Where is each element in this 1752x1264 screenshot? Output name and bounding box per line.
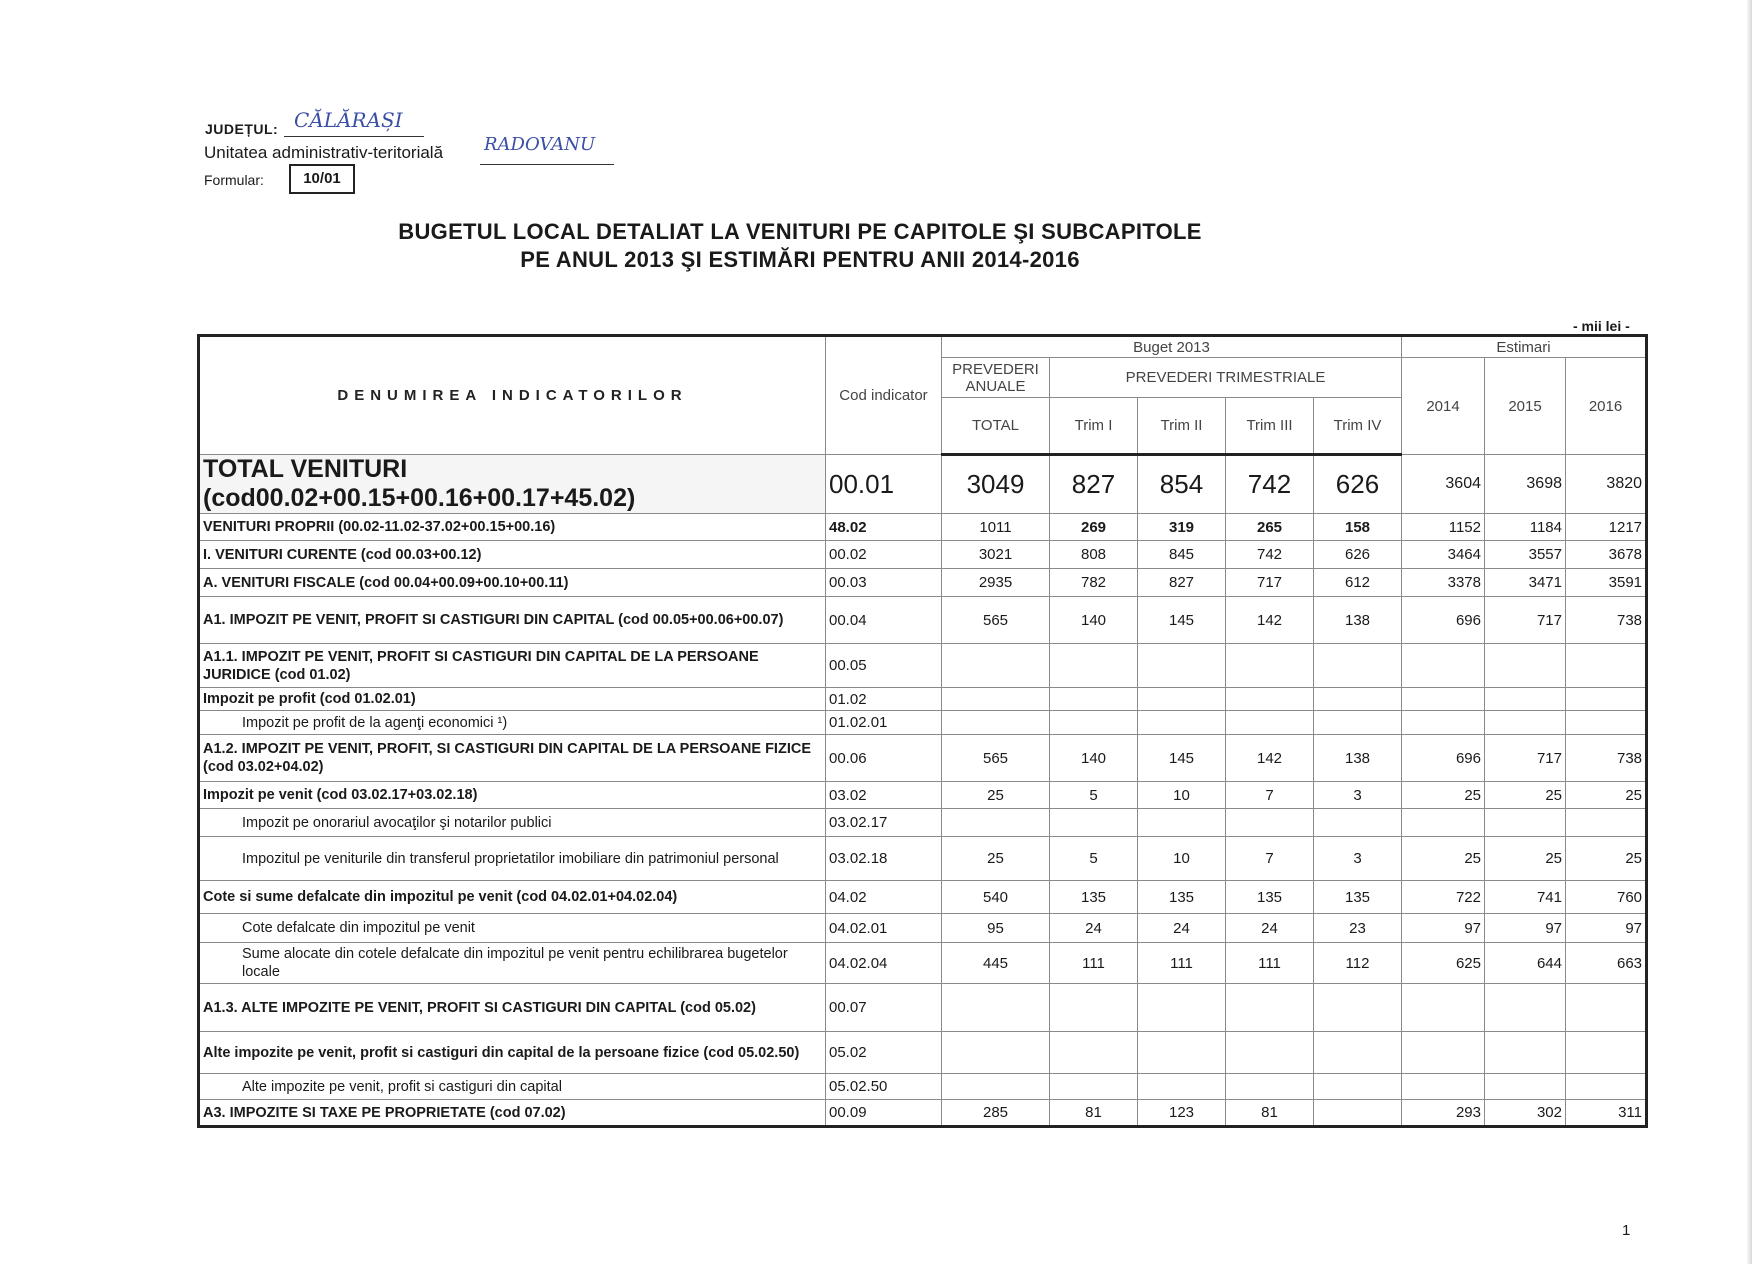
row-2014: 3378 <box>1402 569 1485 597</box>
row-cod: 03.02 <box>826 782 942 809</box>
judet-value: CĂLĂRAȘI <box>294 108 403 132</box>
row-trim-1: 269 <box>1050 514 1138 541</box>
row-2015: 3557 <box>1485 541 1566 569</box>
header-trim-4: Trim IV <box>1314 398 1402 455</box>
row-trim-4: 112 <box>1314 943 1402 984</box>
row-name: A1. IMPOZIT PE VENIT, PROFIT SI CASTIGURI DIN CAPITAL (cod 00.05+00.06+00.07) <box>199 597 826 644</box>
header-2015: 2015 <box>1485 358 1566 455</box>
row-2015: 644 <box>1485 943 1566 984</box>
table-row <box>199 782 1647 809</box>
row-trim-3: 7 <box>1226 782 1314 809</box>
row-cod: 04.02.04 <box>826 943 942 984</box>
uat-label: Unitatea administrativ-teritorială <box>204 143 444 162</box>
row-trim-1: 135 <box>1050 881 1138 914</box>
row-name: A. VENITURI FISCALE (cod 00.04+00.09+00.10+00.11) <box>199 569 826 597</box>
row-2014: 696 <box>1402 597 1485 644</box>
row-trim-4 <box>1314 809 1402 837</box>
table-row <box>199 541 1647 569</box>
row-trim-1: 5 <box>1050 837 1138 881</box>
row-name: VENITURI PROPRII (00.02-11.02-37.02+00.15+00.16) <box>199 514 826 541</box>
row-2016: 25 <box>1566 837 1647 881</box>
row-trim-2: 854 <box>1138 455 1226 514</box>
row-trim-2: 10 <box>1138 782 1226 809</box>
form-label: Formular: <box>204 172 264 188</box>
row-trim-2: 319 <box>1138 514 1226 541</box>
row-trim-3 <box>1226 1074 1314 1100</box>
row-trim-1: 5 <box>1050 782 1138 809</box>
row-name: Alte impozite pe venit, profit si castiguri din capital de la persoane fizice (cod 05.02.50) <box>199 1032 826 1074</box>
header-trim-2: Trim II <box>1138 398 1226 455</box>
row-trim-3: 81 <box>1226 1100 1314 1127</box>
row-2016: 760 <box>1566 881 1647 914</box>
row-trim-3: 265 <box>1226 514 1314 541</box>
row-cod: 00.04 <box>826 597 942 644</box>
row-trim-4 <box>1314 644 1402 688</box>
page-edge <box>1746 0 1752 1264</box>
row-2015: 3698 <box>1485 455 1566 514</box>
row-total: 565 <box>942 735 1050 782</box>
row-trim-3: 742 <box>1226 541 1314 569</box>
table-row <box>199 881 1647 914</box>
row-trim-2: 135 <box>1138 881 1226 914</box>
row-2014 <box>1402 984 1485 1032</box>
row-trim-3 <box>1226 688 1314 711</box>
row-2014: 25 <box>1402 782 1485 809</box>
row-2014: 25 <box>1402 837 1485 881</box>
row-name: Alte impozite pe venit, profit si castiguri din capital <box>199 1074 826 1100</box>
row-total <box>942 1032 1050 1074</box>
row-trim-2: 845 <box>1138 541 1226 569</box>
table-row <box>199 1032 1647 1074</box>
header-total: TOTAL <box>942 398 1050 455</box>
row-2014 <box>1402 1074 1485 1100</box>
row-trim-1 <box>1050 1074 1138 1100</box>
row-2016: 25 <box>1566 782 1647 809</box>
budget-table <box>197 334 1648 1128</box>
row-trim-4 <box>1314 984 1402 1032</box>
row-trim-4: 612 <box>1314 569 1402 597</box>
row-trim-2 <box>1138 809 1226 837</box>
row-name: Cote si sume defalcate din impozitul pe venit (cod 04.02.01+04.02.04) <box>199 881 826 914</box>
row-total: 25 <box>942 782 1050 809</box>
row-trim-3: 142 <box>1226 597 1314 644</box>
table-row <box>199 597 1647 644</box>
row-2016: 738 <box>1566 735 1647 782</box>
row-trim-1 <box>1050 688 1138 711</box>
table-row <box>199 1100 1647 1127</box>
row-2015: 1184 <box>1485 514 1566 541</box>
row-2015 <box>1485 688 1566 711</box>
row-trim-2: 10 <box>1138 837 1226 881</box>
row-2015: 25 <box>1485 837 1566 881</box>
row-total: 540 <box>942 881 1050 914</box>
row-2015: 3471 <box>1485 569 1566 597</box>
row-name: Impozit pe venit (cod 03.02.17+03.02.18) <box>199 782 826 809</box>
row-name: A1.1. IMPOZIT PE VENIT, PROFIT SI CASTIGURI DIN CAPITAL DE LA PERSOANE JURIDICE (cod 01.02) <box>199 644 826 688</box>
row-trim-4: 626 <box>1314 541 1402 569</box>
row-trim-3 <box>1226 711 1314 735</box>
row-trim-1: 827 <box>1050 455 1138 514</box>
row-trim-4: 23 <box>1314 914 1402 943</box>
row-2015 <box>1485 1074 1566 1100</box>
row-trim-3: 7 <box>1226 837 1314 881</box>
header-denumire: DENUMIREA INDICATORILOR <box>199 336 826 455</box>
row-trim-3: 717 <box>1226 569 1314 597</box>
row-trim-4 <box>1314 1100 1402 1127</box>
table-row <box>199 711 1647 735</box>
unit-label: - mii lei - <box>1573 318 1630 334</box>
uat-handwritten-field <box>480 130 614 165</box>
row-cod: 04.02.01 <box>826 914 942 943</box>
row-cod: 00.02 <box>826 541 942 569</box>
row-2015 <box>1485 644 1566 688</box>
row-trim-1: 111 <box>1050 943 1138 984</box>
row-2015 <box>1485 711 1566 735</box>
row-trim-1 <box>1050 1032 1138 1074</box>
row-name: Impozitul pe veniturile din transferul proprietatilor imobiliare din patrimoniul personal <box>199 837 826 881</box>
row-trim-1 <box>1050 809 1138 837</box>
row-trim-1: 81 <box>1050 1100 1138 1127</box>
row-2016 <box>1566 809 1647 837</box>
judet-label: JUDEȚUL: <box>205 121 279 137</box>
table-row <box>199 735 1647 782</box>
row-name: A1.2. IMPOZIT PE VENIT, PROFIT, SI CASTIGURI DIN CAPITAL DE LA PERSOANE FIZICE (cod 03.02+04.02) <box>199 735 826 782</box>
row-trim-3 <box>1226 644 1314 688</box>
row-trim-3 <box>1226 984 1314 1032</box>
row-name: Sume alocate din cotele defalcate din impozitul pe venit pentru echilibrarea bugetelor locale <box>199 943 826 984</box>
row-2016 <box>1566 711 1647 735</box>
row-trim-4: 135 <box>1314 881 1402 914</box>
table-row <box>199 943 1647 984</box>
table-row <box>199 569 1647 597</box>
header-prevederi-anuale: PREVEDERI ANUALE <box>942 358 1050 398</box>
row-trim-2 <box>1138 688 1226 711</box>
uat-value: RADOVANU <box>484 134 596 155</box>
row-2015: 25 <box>1485 782 1566 809</box>
row-trim-2: 145 <box>1138 735 1226 782</box>
row-2016: 1217 <box>1566 514 1647 541</box>
row-cod: 00.03 <box>826 569 942 597</box>
row-2016 <box>1566 1074 1647 1100</box>
row-cod: 00.06 <box>826 735 942 782</box>
row-cod: 00.09 <box>826 1100 942 1127</box>
row-total <box>942 711 1050 735</box>
form-code-box: 10/01 <box>289 164 355 194</box>
row-total: 285 <box>942 1100 1050 1127</box>
row-trim-2 <box>1138 711 1226 735</box>
row-total <box>942 1074 1050 1100</box>
row-trim-2 <box>1138 644 1226 688</box>
row-2016: 311 <box>1566 1100 1647 1127</box>
row-trim-3 <box>1226 1032 1314 1074</box>
row-trim-2 <box>1138 984 1226 1032</box>
row-name: Impozit pe onorariul avocaţilor şi notarilor publici <box>199 809 826 837</box>
table-row <box>199 688 1647 711</box>
row-name: A3. IMPOZITE SI TAXE PE PROPRIETATE (cod 07.02) <box>199 1100 826 1127</box>
row-trim-1 <box>1050 984 1138 1032</box>
row-trim-4 <box>1314 1032 1402 1074</box>
row-trim-4: 138 <box>1314 735 1402 782</box>
row-cod: 00.07 <box>826 984 942 1032</box>
row-trim-2 <box>1138 1032 1226 1074</box>
row-total: 445 <box>942 943 1050 984</box>
row-2015: 302 <box>1485 1100 1566 1127</box>
table-row <box>199 644 1647 688</box>
row-cod: 00.01 <box>826 455 942 514</box>
row-trim-4: 3 <box>1314 837 1402 881</box>
row-cod: 04.02 <box>826 881 942 914</box>
row-2014 <box>1402 1032 1485 1074</box>
row-trim-2: 24 <box>1138 914 1226 943</box>
row-2015 <box>1485 809 1566 837</box>
row-2016 <box>1566 688 1647 711</box>
row-trim-1: 24 <box>1050 914 1138 943</box>
document-title-line1: BUGETUL LOCAL DETALIAT LA VENITURI PE CAPITOLE ŞI SUBCAPITOLE <box>398 219 1202 244</box>
row-2014: 3464 <box>1402 541 1485 569</box>
header-prevederi-trimestriale: PREVEDERI TRIMESTRIALE <box>1050 358 1402 398</box>
row-cod: 48.02 <box>826 514 942 541</box>
row-2014 <box>1402 711 1485 735</box>
row-2014: 696 <box>1402 735 1485 782</box>
row-2016: 3591 <box>1566 569 1647 597</box>
row-trim-1: 140 <box>1050 597 1138 644</box>
row-2015: 97 <box>1485 914 1566 943</box>
row-cod: 05.02.50 <box>826 1074 942 1100</box>
row-2014: 1152 <box>1402 514 1485 541</box>
row-2015 <box>1485 984 1566 1032</box>
row-2016: 97 <box>1566 914 1647 943</box>
row-2014 <box>1402 644 1485 688</box>
header-trim-1: Trim I <box>1050 398 1138 455</box>
row-2016: 3820 <box>1566 455 1647 514</box>
judet-handwritten-field <box>284 108 424 137</box>
header-trim-3: Trim III <box>1226 398 1314 455</box>
row-2014: 293 <box>1402 1100 1485 1127</box>
row-2016 <box>1566 644 1647 688</box>
row-2014 <box>1402 809 1485 837</box>
header-buget-2013: Buget 2013 <box>942 336 1402 358</box>
row-trim-1 <box>1050 644 1138 688</box>
row-trim-3: 142 <box>1226 735 1314 782</box>
row-total <box>942 809 1050 837</box>
row-total: 25 <box>942 837 1050 881</box>
table-row <box>199 514 1647 541</box>
row-2016: 738 <box>1566 597 1647 644</box>
row-total: 3021 <box>942 541 1050 569</box>
row-name: Impozit pe profit (cod 01.02.01) <box>199 688 826 711</box>
document-title-line2: PE ANUL 2013 ŞI ESTIMĂRI PENTRU ANII 2014-2016 <box>520 247 1080 272</box>
header-cod: Cod indicator <box>826 336 942 455</box>
row-trim-4: 3 <box>1314 782 1402 809</box>
row-total <box>942 984 1050 1032</box>
row-trim-1: 808 <box>1050 541 1138 569</box>
row-2015: 717 <box>1485 597 1566 644</box>
row-total: 95 <box>942 914 1050 943</box>
table-row <box>199 984 1647 1032</box>
row-2015: 741 <box>1485 881 1566 914</box>
row-trim-2: 145 <box>1138 597 1226 644</box>
row-cod: 03.02.17 <box>826 809 942 837</box>
table-row <box>199 837 1647 881</box>
row-2014: 97 <box>1402 914 1485 943</box>
row-name: A1.3. ALTE IMPOZITE PE VENIT, PROFIT SI CASTIGURI DIN CAPITAL (cod 05.02) <box>199 984 826 1032</box>
row-cod: 03.02.18 <box>826 837 942 881</box>
row-2016 <box>1566 1032 1647 1074</box>
row-total <box>942 644 1050 688</box>
row-name: Impozit pe profit de la agenţi economici ¹) <box>199 711 826 735</box>
row-trim-1: 140 <box>1050 735 1138 782</box>
row-2015 <box>1485 1032 1566 1074</box>
row-trim-4 <box>1314 688 1402 711</box>
row-total: 2935 <box>942 569 1050 597</box>
row-2014: 625 <box>1402 943 1485 984</box>
row-trim-4: 626 <box>1314 455 1402 514</box>
row-trim-4 <box>1314 1074 1402 1100</box>
header-estimari: Estimari <box>1402 336 1647 358</box>
row-cod: 05.02 <box>826 1032 942 1074</box>
row-total: 1011 <box>942 514 1050 541</box>
header-2014: 2014 <box>1402 358 1485 455</box>
row-trim-2: 827 <box>1138 569 1226 597</box>
row-cod: 01.02.01 <box>826 711 942 735</box>
row-2016 <box>1566 984 1647 1032</box>
table-row <box>199 809 1647 837</box>
row-2014: 3604 <box>1402 455 1485 514</box>
row-trim-3: 135 <box>1226 881 1314 914</box>
row-trim-2: 111 <box>1138 943 1226 984</box>
table-row <box>199 914 1647 943</box>
row-name: I. VENITURI CURENTE (cod 00.03+00.12) <box>199 541 826 569</box>
row-total: 565 <box>942 597 1050 644</box>
table-row <box>199 1074 1647 1100</box>
row-trim-1 <box>1050 711 1138 735</box>
row-trim-3: 742 <box>1226 455 1314 514</box>
row-trim-4 <box>1314 711 1402 735</box>
row-total: 3049 <box>942 455 1050 514</box>
row-total <box>942 688 1050 711</box>
row-name: TOTAL VENITURI (cod00.02+00.15+00.16+00.17+45.02) <box>199 455 826 514</box>
row-cod: 00.05 <box>826 644 942 688</box>
row-2016: 3678 <box>1566 541 1647 569</box>
table-row <box>199 455 1647 514</box>
header-2016: 2016 <box>1566 358 1647 455</box>
row-trim-3: 111 <box>1226 943 1314 984</box>
row-trim-2: 123 <box>1138 1100 1226 1127</box>
row-2014 <box>1402 688 1485 711</box>
row-trim-2 <box>1138 1074 1226 1100</box>
row-trim-3 <box>1226 809 1314 837</box>
row-trim-4: 158 <box>1314 514 1402 541</box>
page-number: 1 <box>1622 1222 1631 1239</box>
row-trim-4: 138 <box>1314 597 1402 644</box>
row-2015: 717 <box>1485 735 1566 782</box>
row-2014: 722 <box>1402 881 1485 914</box>
row-2016: 663 <box>1566 943 1647 984</box>
row-trim-3: 24 <box>1226 914 1314 943</box>
row-name: Cote defalcate din impozitul pe venit <box>199 914 826 943</box>
row-trim-1: 782 <box>1050 569 1138 597</box>
row-cod: 01.02 <box>826 688 942 711</box>
